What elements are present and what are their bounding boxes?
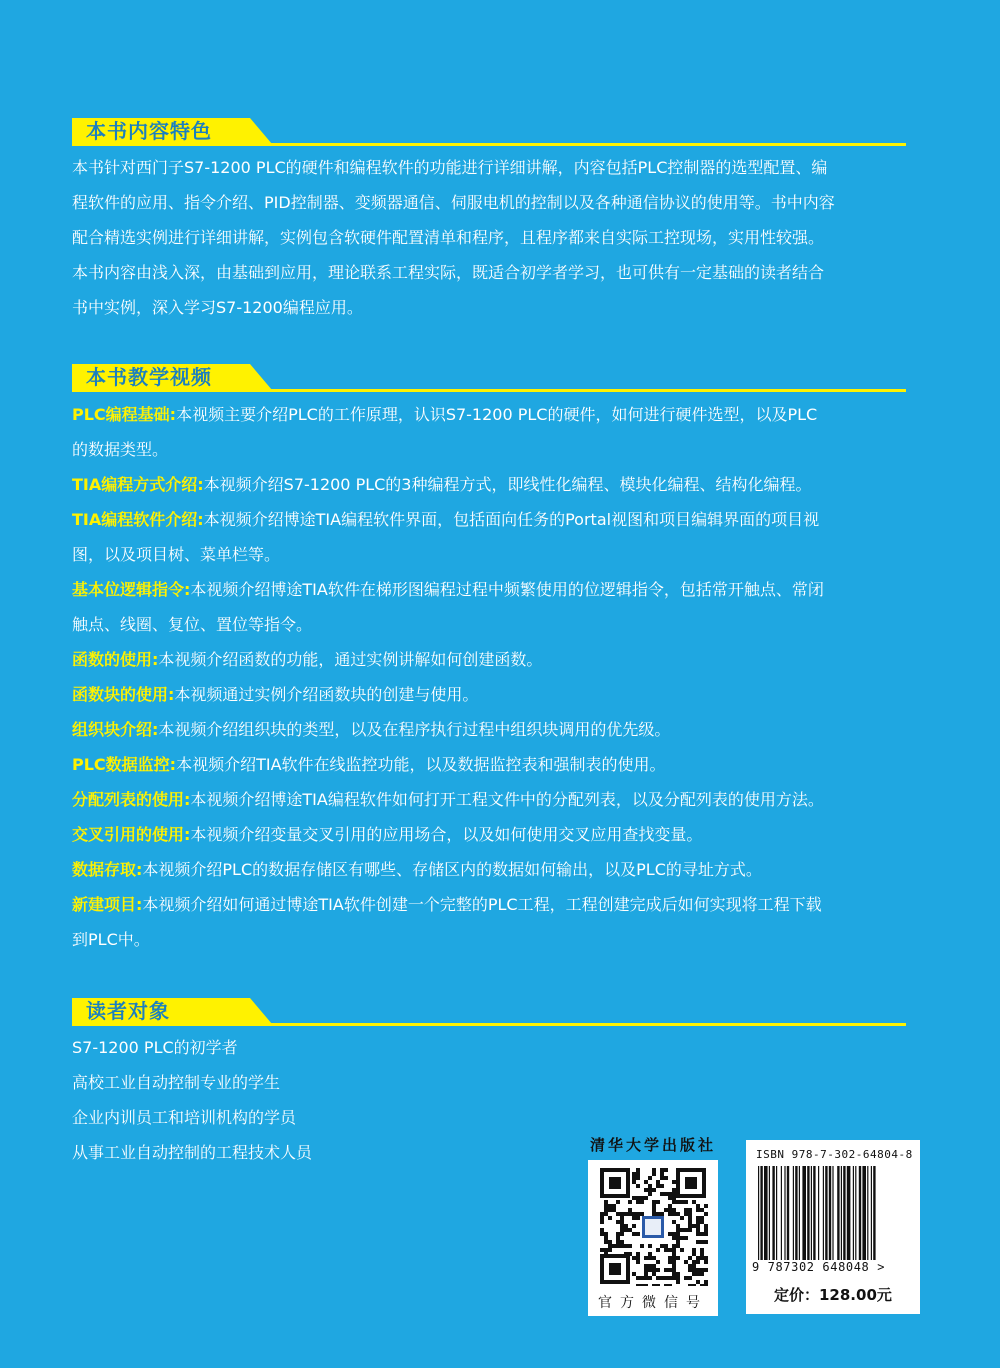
video-desc: 本视频介绍博途TIA软件在梯形图编程过程中频繁使用的位逻辑指令，包括常开触点、常闭: [190, 580, 824, 599]
video-item: [72, 467, 920, 502]
audience-list: [72, 1030, 312, 1170]
isbn-label: ISBN 978-7-302-64804-8: [756, 1148, 913, 1161]
video-title: PLC编程基础:: [72, 405, 177, 424]
video-desc: 本视频通过实例介绍函数块的创建与使用。: [174, 685, 479, 704]
video-item: [72, 852, 920, 887]
audience-item: 企业内训员工和培训机构的学员: [72, 1108, 297, 1127]
audience-item: 高校工业自动控制专业的学生: [72, 1073, 281, 1092]
video-title: 组织块介绍:: [72, 720, 159, 739]
section-header-audience: [72, 998, 906, 1026]
section-title: 本书教学视频: [86, 365, 212, 389]
video-desc: 本视频介绍PLC的数据存储区有哪些、存储区内的数据如何输出，以及PLC的寻址方式。: [142, 860, 762, 879]
audience-item: 从事工业自动控制的工程技术人员: [72, 1143, 313, 1162]
video-title: 数据存取:: [72, 860, 143, 879]
video-desc: 到PLC中。: [72, 930, 150, 949]
video-list: [72, 397, 920, 957]
video-desc: 本视频介绍变量交叉引用的应用场合，以及如何使用交叉应用查找变量。: [190, 825, 703, 844]
video-title: 函数块的使用:: [72, 685, 175, 704]
qr-code-box: [588, 1160, 718, 1316]
video-title: PLC数据监控:: [72, 755, 177, 774]
price: 定价：128.00元: [774, 1286, 892, 1304]
video-title: 基本位逻辑指令:: [72, 580, 191, 599]
video-desc: 本视频介绍函数的功能，通过实例讲解如何创建函数。: [158, 650, 543, 669]
video-desc: 本视频介绍博途TIA编程软件界面，包括面向任务的Portal视图和项目编辑界面的项目视: [203, 510, 820, 529]
barcode-box: [746, 1140, 920, 1314]
video-desc: 本视频主要介绍PLC的工作原理，认识S7-1200 PLC的硬件，如何进行硬件选型，以及PLC: [176, 405, 818, 424]
video-item: [72, 642, 920, 677]
video-item: [72, 677, 920, 712]
features-paragraph: [72, 150, 917, 325]
video-desc: 触点、线圈、复位、置位等指令。: [72, 615, 313, 634]
video-title: 交叉引用的使用:: [72, 825, 191, 844]
video-title: 函数的使用:: [72, 650, 159, 669]
video-desc: 的数据类型。: [72, 440, 169, 459]
video-desc: 本视频介绍TIA软件在线监控功能，以及数据监控表和强制表的使用。: [176, 755, 666, 774]
publisher-name: 清华大学出版社: [589, 1136, 716, 1154]
video-desc: 本视频介绍组织块的类型，以及在程序执行过程中组织块调用的优先级。: [158, 720, 671, 739]
video-title: 分配列表的使用:: [72, 790, 191, 809]
video-title: TIA编程方式介绍:: [72, 475, 204, 494]
video-desc: 本视频介绍S7-1200 PLC的3种编程方式，即线性化编程、模块化编程、结构化编程。: [203, 475, 812, 494]
section-divider: [72, 143, 906, 146]
video-title: TIA编程软件介绍:: [72, 510, 204, 529]
qr-code-icon: [598, 1166, 708, 1286]
qr-caption: 官方微信号: [598, 1295, 708, 1311]
video-title: 新建项目:: [72, 895, 143, 914]
audience-item: S7-1200 PLC的初学者: [72, 1038, 238, 1057]
section-header-videos: [72, 364, 906, 392]
text-line: 书中实例，深入学习S7-1200编程应用。: [72, 298, 363, 317]
video-item: [72, 502, 920, 572]
text-line: 本书内容由浅入深，由基础到应用，理论联系工程实际，既适合初学者学习，也可供有一定基础的读者结合: [72, 263, 825, 282]
video-item: [72, 782, 920, 817]
video-desc: 图，以及项目树、菜单栏等。: [72, 545, 281, 564]
video-desc: 本视频介绍如何通过博途TIA软件创建一个完整的PLC工程，工程创建完成后如何实现将工程下载: [142, 895, 822, 914]
video-item: [72, 572, 920, 642]
video-item: [72, 817, 920, 852]
video-item: [72, 397, 920, 467]
section-title: 本书内容特色: [86, 119, 212, 143]
section-header-features: [72, 118, 906, 146]
text-line: 本书针对西门子S7-1200 PLC的硬件和编程软件的功能进行详细讲解，内容包括PLC控制器的选型配置、编: [72, 158, 828, 177]
text-line: 配合精选实例进行详细讲解，实例包含软硬件配置清单和程序，且程序都来自实际工控现场，实用性较强。: [72, 228, 825, 247]
video-item: [72, 747, 920, 782]
barcode-icon: [754, 1166, 912, 1260]
barcode-digits: 9 787302 648048 >: [752, 1260, 886, 1274]
section-divider: [72, 389, 906, 392]
video-desc: 本视频介绍博途TIA编程软件如何打开工程文件中的分配列表，以及分配列表的使用方法。: [190, 790, 824, 809]
video-item: [72, 712, 920, 747]
section-divider: [72, 1023, 906, 1026]
section-title: 读者对象: [86, 999, 170, 1023]
text-line: 程软件的应用、指令介绍、PID控制器、变频器通信、伺服电机的控制以及各种通信协议的使用等。书中内容: [72, 193, 835, 212]
video-item: [72, 887, 920, 957]
